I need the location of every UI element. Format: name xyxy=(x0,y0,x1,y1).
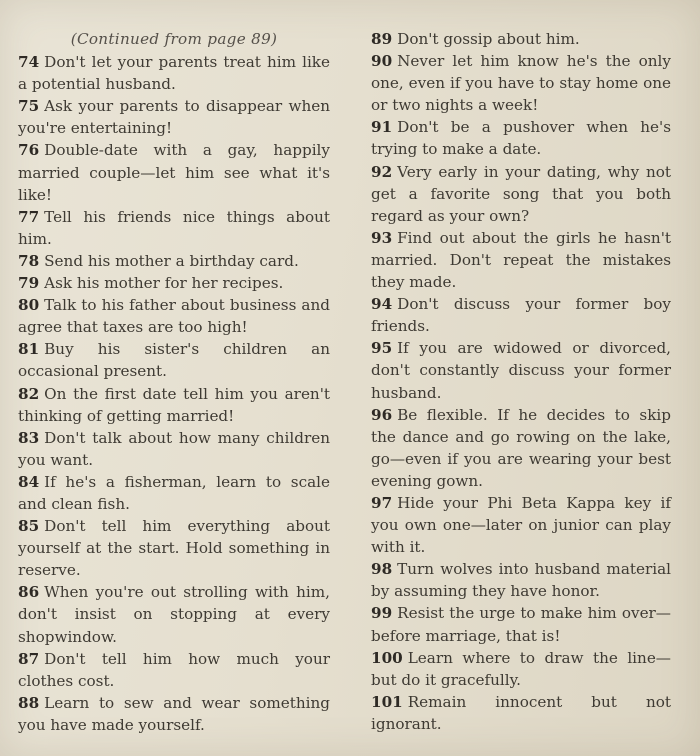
item-number: 90 xyxy=(371,52,393,71)
list-item xyxy=(18,581,330,647)
item-text: Talk to his father about business and agree that taxes are too high! xyxy=(18,296,330,337)
list-item xyxy=(371,50,671,116)
item-text: Don't discuss your former boy friends. xyxy=(371,295,671,336)
item-text: Never let him know he's the only one, even if you have to stay home one or two nights a week! xyxy=(371,52,671,115)
right-column xyxy=(371,28,671,735)
list-item xyxy=(371,293,671,337)
item-text: Ask your parents to disappear when you're entertaining! xyxy=(18,97,330,138)
item-number: 77 xyxy=(18,207,40,226)
item-text: Don't tell him everything about yourself at the start. Hold something in reserve. xyxy=(18,517,330,580)
list-item xyxy=(18,206,330,250)
item-text: Hide your Phi Beta Kappa key if you own one—later on junior can play with it. xyxy=(371,493,671,557)
list-item xyxy=(18,272,330,294)
item-number: 100 xyxy=(371,648,403,667)
item-number: 78 xyxy=(18,251,40,270)
item-number: 82 xyxy=(18,384,40,403)
list-item xyxy=(371,404,671,492)
item-text: Find out about the girls he hasn't married. Don't repeat the mistakes they made. xyxy=(371,228,671,292)
item-text: Don't let your parents treat him like a potential husband. xyxy=(18,53,330,94)
item-number: 83 xyxy=(18,428,40,447)
list-item xyxy=(18,648,330,692)
list-item xyxy=(18,95,330,139)
item-number: 101 xyxy=(371,692,403,711)
item-number: 81 xyxy=(18,340,40,359)
item-number: 97 xyxy=(371,493,393,512)
item-number: 88 xyxy=(18,693,40,712)
list-item xyxy=(371,161,671,227)
item-text: Resist the urge to make him over—before marriage, that is! xyxy=(371,604,671,645)
item-text: Ask his mother for her recipes. xyxy=(44,274,284,293)
list-item xyxy=(18,51,330,95)
list-item xyxy=(18,294,330,338)
item-text: Don't gossip about him. xyxy=(397,30,580,48)
item-number: 76 xyxy=(18,141,40,160)
list-item xyxy=(18,338,330,382)
item-text: Don't talk about how many children you want. xyxy=(18,428,330,469)
item-number: 95 xyxy=(371,339,393,358)
item-number: 87 xyxy=(18,649,40,668)
list-item xyxy=(18,427,330,471)
item-text: Learn to sew and wear something you have made yourself. xyxy=(18,693,330,734)
item-text: Remain innocent but not ignorant. xyxy=(371,692,671,733)
item-number: 86 xyxy=(18,583,40,602)
list-item xyxy=(371,337,671,403)
item-text: If you are widowed or divorced, don't constantly discuss your former husband. xyxy=(371,339,671,402)
list-item xyxy=(371,558,671,602)
item-text: Don't be a pushover when he's trying to make a date. xyxy=(371,118,671,159)
item-number: 98 xyxy=(371,560,393,579)
item-text: When you're out strolling with him, don't insist on stopping at every shopwindow. xyxy=(18,583,330,646)
list-item xyxy=(371,691,671,735)
item-number: 84 xyxy=(18,472,40,491)
left-column xyxy=(18,28,330,736)
list-item xyxy=(18,250,330,272)
item-number: 85 xyxy=(18,517,40,536)
list-item xyxy=(371,116,671,160)
item-number: 75 xyxy=(18,97,40,116)
list-item xyxy=(18,692,330,736)
item-text: Tell his friends nice things about him. xyxy=(18,207,330,248)
item-text: Very early in your dating, why not get a favorite song that you both regard as your own? xyxy=(371,162,671,225)
list-item xyxy=(18,383,330,427)
item-text: If he's a fisherman, learn to scale and clean fish. xyxy=(18,472,330,513)
item-text: Send his mother a birthday card. xyxy=(44,251,299,270)
list-item xyxy=(371,227,671,293)
list-item xyxy=(371,602,671,646)
list-item xyxy=(18,515,330,581)
item-number: 79 xyxy=(18,274,40,293)
item-text: Don't tell him how much your clothes cost. xyxy=(18,649,330,690)
item-text: Buy his sister's children an occasional present. xyxy=(18,340,330,381)
list-item xyxy=(18,471,330,515)
item-text: Learn where to draw the line—but do it gracefully. xyxy=(371,648,671,689)
item-number: 74 xyxy=(18,53,40,72)
item-number: 91 xyxy=(371,118,393,137)
item-number: 89 xyxy=(371,30,393,48)
continued-note: (Continued from page 89) xyxy=(70,30,278,48)
list-item xyxy=(371,647,671,691)
list-item xyxy=(371,28,671,50)
item-number: 80 xyxy=(18,296,40,315)
item-number: 93 xyxy=(371,228,393,247)
list-item xyxy=(371,492,671,558)
item-text: Be flexible. If he decides to skip the dance and go rowing on the lake, go—even if you are wearing your best evening gown. xyxy=(371,405,671,490)
item-text: Turn wolves into husband material by assuming they have honor. xyxy=(371,560,671,601)
item-number: 92 xyxy=(371,162,393,181)
list-item xyxy=(18,139,330,205)
item-text: Double-date with a gay, happily married couple—let him see what it's like! xyxy=(18,141,330,204)
item-number: 94 xyxy=(371,295,393,314)
item-text: On the first date tell him you aren't thinking of getting married! xyxy=(18,384,330,425)
item-number: 96 xyxy=(371,405,393,424)
item-number: 99 xyxy=(371,604,393,623)
